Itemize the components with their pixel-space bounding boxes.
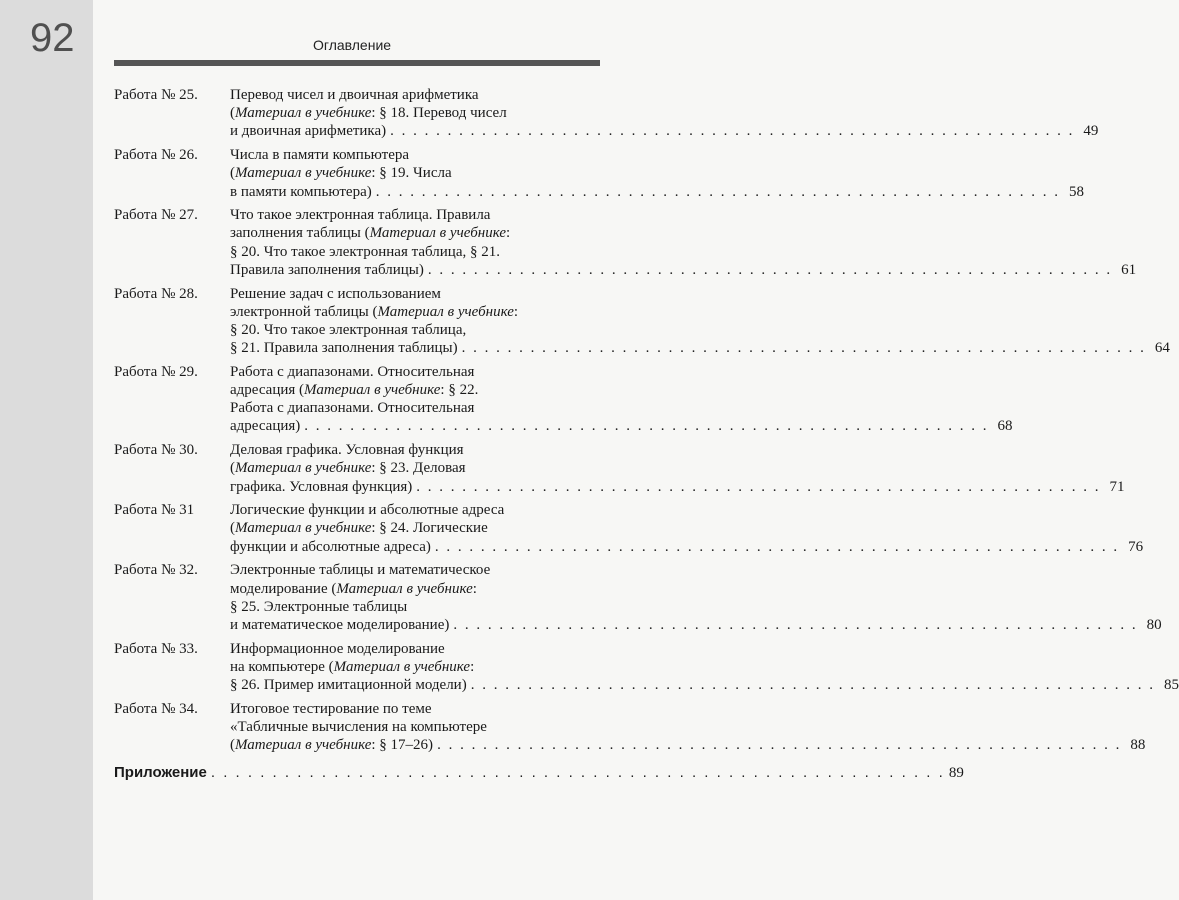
title-segment: и двоичная арифметика) bbox=[230, 123, 387, 140]
toc-entry[interactable] bbox=[114, 206, 1137, 279]
toc-entry[interactable] bbox=[114, 561, 1162, 634]
title-segment: Деловая графика. Условная функция bbox=[230, 442, 464, 459]
entry-page-number: 58 bbox=[1068, 183, 1084, 200]
title-segment: Правила заполнения таблицы) bbox=[230, 261, 424, 278]
title-segment: Итоговое тестирование по теме bbox=[230, 700, 432, 717]
title-segment: § 25. Электронные таблицы bbox=[230, 598, 408, 615]
entry-title-line bbox=[230, 399, 1013, 417]
textbook-ref-italic: Материал в учебнике bbox=[304, 382, 441, 399]
dot-leader: . . . . . . . . . . . . . . . . . . . . . . . . . . . . . . . . . . . . . . . . . . . . . . . . . . . . . . . . . . . . bbox=[437, 737, 1122, 754]
title-segment: Решение задач с использованием bbox=[230, 285, 441, 302]
entry-title bbox=[230, 501, 1143, 556]
title-segment: : § 22. bbox=[440, 382, 479, 399]
title-segment: Электронные таблицы и математическое bbox=[230, 562, 491, 579]
entry-title-text bbox=[230, 718, 487, 736]
dot-leader: . . . . . . . . . . . . . . . . . . . . . . . . . . . . . . . . . . . . . . . . . . . . . . . . . . . . . . . . . . . . bbox=[470, 677, 1155, 694]
toc-appendix[interactable] bbox=[114, 764, 964, 782]
title-segment: электронной таблицы ( bbox=[230, 303, 378, 320]
entry-number: Работа № 26. bbox=[114, 147, 198, 164]
title-segment: § 20. Что такое электронная таблица, bbox=[230, 321, 467, 338]
entry-title-text bbox=[230, 206, 490, 224]
entry-title-line bbox=[230, 640, 1179, 658]
title-segment: ( bbox=[230, 737, 235, 754]
toc-entry[interactable] bbox=[114, 146, 1084, 201]
entry-title-line bbox=[230, 206, 1136, 224]
entry-number: Работа № 33. bbox=[114, 640, 198, 657]
entry-title-line bbox=[230, 104, 1098, 122]
title-segment: Работа с диапазонами. Относительная bbox=[230, 363, 475, 380]
entry-title-text bbox=[230, 616, 449, 634]
entry-title-text bbox=[230, 478, 412, 496]
entry-title-text bbox=[230, 736, 433, 754]
title-segment: графика. Условная функция) bbox=[230, 478, 413, 495]
title-segment: Что такое электронная таблица. Правила bbox=[230, 207, 491, 224]
running-head: Оглавление bbox=[313, 37, 392, 53]
textbook-ref-italic: Материал в учебнике bbox=[235, 737, 372, 754]
entry-page-number: 88 bbox=[1130, 737, 1146, 754]
entry-title-line bbox=[230, 183, 1084, 201]
toc-entry[interactable] bbox=[114, 363, 1013, 436]
title-segment: Числа в памяти компьютера bbox=[230, 147, 410, 164]
title-segment: : § 19. Числа bbox=[371, 165, 452, 182]
entry-title bbox=[230, 441, 1125, 496]
entry-title-line bbox=[230, 363, 1013, 381]
title-segment: в памяти компьютера) bbox=[230, 183, 372, 200]
header-rule bbox=[114, 60, 600, 66]
toc-entry[interactable] bbox=[114, 640, 1179, 695]
title-segment: ( bbox=[230, 460, 235, 477]
title-segment: функции и абсолютные адреса) bbox=[230, 538, 431, 555]
dot-leader: . . . . . . . . . . . . . . . . . . . . . . . . . . . . . . . . . . . . . . . . . . . . . . . . . . . . . . . . . . . . bbox=[375, 183, 1060, 200]
title-segment: : § 23. Деловая bbox=[371, 460, 466, 477]
entry-title-text bbox=[230, 164, 452, 182]
entry-title-line bbox=[230, 285, 1170, 303]
margin-strip bbox=[0, 0, 93, 900]
entry-title-line bbox=[230, 676, 1179, 694]
entry-title bbox=[230, 285, 1170, 358]
entry-title-line bbox=[230, 561, 1162, 579]
entry-title bbox=[230, 363, 1013, 436]
toc-entry[interactable] bbox=[114, 501, 1144, 556]
entry-title-line bbox=[230, 303, 1170, 321]
textbook-ref-italic: Материал в учебнике bbox=[235, 460, 372, 477]
entry-title-text bbox=[230, 538, 431, 556]
entry-title-line bbox=[230, 381, 1013, 399]
entry-title-text bbox=[230, 146, 409, 164]
title-segment: ( bbox=[230, 520, 235, 537]
title-segment: : bbox=[506, 225, 511, 242]
entry-number: Работа № 29. bbox=[114, 363, 198, 380]
entry-title bbox=[230, 86, 1098, 141]
entry-title-text bbox=[230, 700, 432, 718]
title-segment: «Табличные вычисления на компьютере bbox=[230, 719, 487, 735]
entry-title-text bbox=[230, 640, 445, 658]
entry-number: Работа № 32. bbox=[114, 562, 198, 579]
title-segment: Перевод чисел и двоичная арифметика bbox=[230, 87, 479, 103]
dot-leader: . . . . . . . . . . . . . . . . . . . . . . . . . . . . . . . . . . . . . . . . . . . . . . . . . . . . . . . . . . . . bbox=[434, 538, 1120, 555]
entry-title-text bbox=[230, 676, 467, 694]
page-number: 92 bbox=[30, 16, 75, 60]
entry-title-line bbox=[230, 718, 1145, 736]
entry-title-line bbox=[230, 417, 1013, 435]
entry-title-text bbox=[230, 580, 477, 598]
toc-entries bbox=[114, 86, 1179, 754]
entry-title-text bbox=[230, 399, 474, 417]
entry-title-text bbox=[230, 441, 464, 459]
entry-title-text bbox=[230, 363, 474, 381]
entry-page-number: 76 bbox=[1128, 538, 1144, 555]
entry-page-number: 71 bbox=[1109, 478, 1125, 495]
entry-title bbox=[230, 640, 1179, 695]
toc-entry[interactable] bbox=[114, 86, 1099, 141]
entry-title-line bbox=[230, 261, 1136, 279]
textbook-ref-italic: Материал в учебнике bbox=[377, 303, 514, 320]
entry-number: Работа № 30. bbox=[114, 442, 198, 459]
entry-title-text bbox=[230, 381, 478, 399]
entry-number: Работа № 27. bbox=[114, 207, 198, 224]
entry-title-text bbox=[230, 285, 441, 303]
entry-title-text bbox=[230, 417, 300, 435]
entry-title-line bbox=[230, 243, 1136, 261]
title-segment: : § 24. Логические bbox=[371, 520, 488, 537]
entry-number: Работа № 25. bbox=[114, 87, 198, 103]
entry-title-line bbox=[230, 164, 1084, 182]
textbook-ref-italic: Материал в учебнике bbox=[235, 105, 372, 122]
textbook-ref-italic: Материал в учебнике bbox=[369, 225, 506, 242]
title-segment: Работа с диапазонами. Относительная bbox=[230, 400, 475, 417]
dot-leader: . . . . . . . . . . . . . . . . . . . . . . . . . . . . . . . . . . . . . . . . . . . . . . . . . . . . . . . . . . . . bbox=[427, 261, 1113, 278]
entry-title-line bbox=[230, 441, 1125, 459]
title-segment: Информационное моделирование bbox=[230, 640, 445, 657]
entry-title bbox=[230, 561, 1162, 634]
entry-title-text bbox=[230, 321, 466, 339]
toc-entry[interactable] bbox=[114, 441, 1125, 496]
entry-title-text bbox=[230, 339, 458, 357]
entry-title bbox=[230, 146, 1084, 201]
textbook-ref-italic: Материал в учебнике bbox=[235, 520, 372, 537]
entry-title-text bbox=[230, 122, 386, 140]
title-segment: : bbox=[472, 580, 477, 597]
entry-title-line bbox=[230, 459, 1125, 477]
entry-title-line bbox=[230, 321, 1170, 339]
entry-title-line bbox=[230, 700, 1145, 718]
entry-title-line bbox=[230, 519, 1143, 537]
dot-leader: . . . . . . . . . . . . . . . . . . . . . . . . . . . . . . . . . . . . . . . . . . . . . . . . . . . . . . . . . . . . bbox=[390, 123, 1075, 140]
entry-title-line bbox=[230, 122, 1098, 140]
entry-title-text bbox=[230, 519, 488, 537]
textbook-ref-italic: Материал в учебнике bbox=[333, 658, 471, 675]
title-segment: и математическое моделирование) bbox=[230, 616, 450, 633]
entry-title bbox=[230, 700, 1145, 755]
appendix-label: Приложение bbox=[114, 764, 207, 782]
entry-title-text bbox=[230, 561, 490, 579]
textbook-ref-italic: Материал в учебнике bbox=[235, 165, 372, 182]
toc-entry[interactable] bbox=[114, 700, 1146, 755]
title-segment: § 21. Правила заполнения таблицы) bbox=[230, 340, 458, 357]
dot-leader: . . . . . . . . . . . . . . . . . . . . . . . . . . . . . . . . . . . . . . . . . . . . . . . . . . . . . . . . . . . . bbox=[304, 418, 989, 435]
entry-title-text bbox=[230, 459, 466, 477]
entry-number: Работа № 31 bbox=[114, 502, 195, 519]
toc-entry[interactable] bbox=[114, 285, 1170, 358]
entry-title bbox=[230, 206, 1136, 279]
entry-title-line bbox=[230, 736, 1145, 754]
entry-title-line bbox=[230, 146, 1084, 164]
title-segment: : § 18. Перевод чисел bbox=[371, 105, 507, 122]
title-segment: : bbox=[513, 303, 519, 320]
entry-title-text bbox=[230, 501, 504, 519]
entry-number: Работа № 34. bbox=[114, 700, 198, 717]
entry-title-text bbox=[230, 104, 507, 122]
entry-title-line bbox=[230, 501, 1143, 519]
title-segment: § 20. Что такое электронная таблица, § 21. bbox=[230, 243, 500, 260]
entry-page-number: 68 bbox=[997, 418, 1013, 435]
entry-number: Работа № 28. bbox=[114, 285, 198, 302]
entry-title-line bbox=[230, 658, 1179, 676]
entry-title-text bbox=[230, 86, 479, 104]
entry-title-text bbox=[230, 183, 372, 201]
entry-title-text bbox=[230, 224, 510, 242]
title-segment: : § 17–26) bbox=[371, 737, 434, 754]
entry-title-text bbox=[230, 303, 518, 321]
title-segment: § 26. Пример имитационной модели) bbox=[230, 677, 467, 694]
appendix-page: 89 bbox=[948, 765, 964, 782]
title-segment: моделирование ( bbox=[230, 580, 337, 597]
title-segment: Логические функции и абсолютные адреса bbox=[230, 502, 505, 519]
entry-title-line bbox=[230, 86, 1098, 104]
dot-leader: . . . . . . . . . . . . . . . . . . . . . . . . . . . . . . . . . . . . . . . . . . . . . . . . . . . . . . . . . . . . bbox=[416, 478, 1101, 495]
entry-title-text bbox=[230, 598, 407, 616]
entry-page-number: 80 bbox=[1146, 616, 1162, 633]
title-segment: ( bbox=[230, 105, 235, 122]
title-segment: адресация ( bbox=[230, 382, 305, 399]
entry-title-line bbox=[230, 598, 1162, 616]
title-segment: ( bbox=[230, 165, 235, 182]
entry-title-line bbox=[230, 339, 1170, 357]
table-of-contents bbox=[114, 86, 1179, 782]
entry-title-text bbox=[230, 658, 474, 676]
title-segment: заполнения таблицы ( bbox=[230, 225, 370, 242]
textbook-ref-italic: Материал в учебнике bbox=[336, 580, 473, 597]
entry-title-line bbox=[230, 224, 1136, 242]
entry-page-number: 49 bbox=[1083, 123, 1099, 140]
title-segment: : bbox=[470, 658, 475, 675]
entry-title-line bbox=[230, 580, 1162, 598]
entry-page-number: 61 bbox=[1121, 261, 1137, 278]
entry-page-number: 64 bbox=[1154, 340, 1170, 357]
dot-leader: . . . . . . . . . . . . . . . . . . . . . . . . . . . . . . . . . . . . . . . . . . . . . . . . . . . . . . . . . . . . bbox=[453, 616, 1138, 633]
entry-title-line bbox=[230, 616, 1162, 634]
dot-leader: . . . . . . . . . . . . . . . . . . . . . . . . . . . . . . . . . . . . . . . . . . . . . . . . . . . . . . . . . . . . bbox=[461, 340, 1146, 357]
entry-title-line bbox=[230, 538, 1143, 556]
entry-title-text bbox=[230, 243, 500, 261]
dot-leader: . . . . . . . . . . . . . . . . . . . . . . . . . . . . . . . . . . . . . . . . . . . . . . . . . . . . . . . . . . . . bbox=[210, 764, 945, 782]
title-segment: на компьютере ( bbox=[230, 658, 334, 675]
title-segment: адресация) bbox=[230, 418, 301, 435]
entry-page-number: 85 bbox=[1163, 677, 1179, 694]
entry-title-line bbox=[230, 478, 1125, 496]
entry-title-text bbox=[230, 261, 424, 279]
